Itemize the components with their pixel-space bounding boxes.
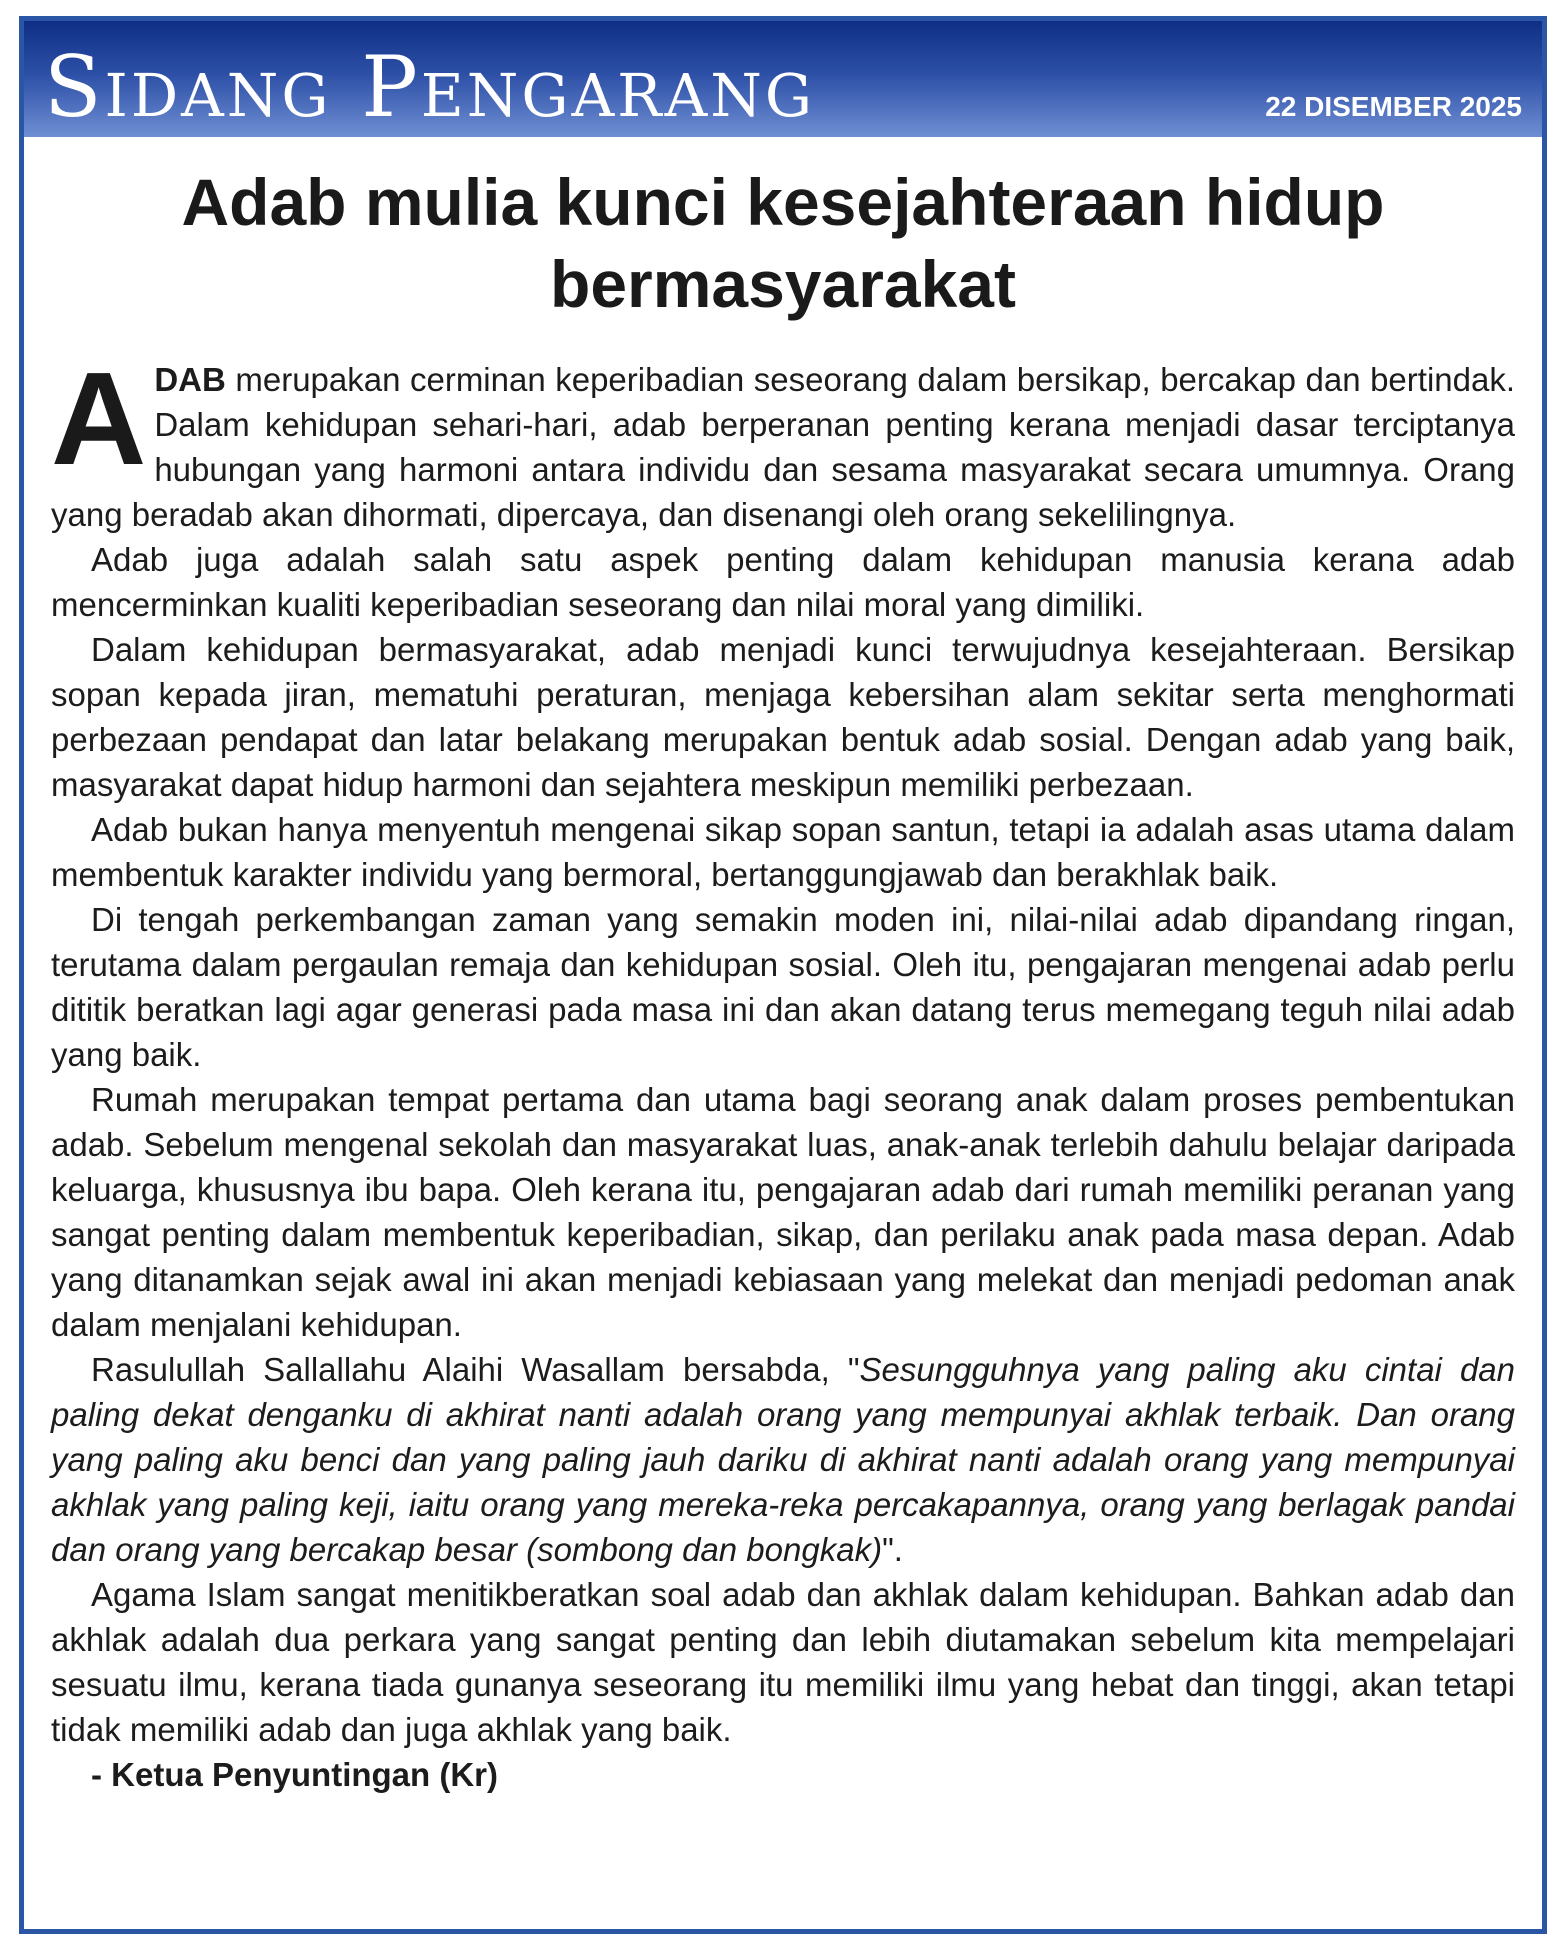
drop-cap: A <box>51 345 147 492</box>
article-headline: Adab mulia kunci kesejahteraan hidup bermasyarakat <box>181 165 1385 321</box>
article-paragraph-2: Adab juga adalah salah satu aspek penting dalam kehidupan manusia kerana adab mencerminkan kualiti keperibadian seseorang dan nilai moral yang dimiliki. <box>51 541 1515 623</box>
article-paragraph-6: Rumah merupakan tempat pertama dan utama bagi seorang anak dalam proses pembentukan adab. Sebelum mengenal sekolah dan masyarakat luas, anak-anak terlebih dahulu belajar daripada keluarga, khususnya ibu bapa. Oleh kerana itu, pengajaran adab dari rumah memiliki peranan yang sangat penting dalam membentuk keperibadian, sikap, dan perilaku anak pada masa depan. Adab yang ditanamkan sejak awal ini akan menjadi kebiasaan yang melekat dan menjadi pedoman anak dalam menjalani kehidupan. <box>51 1081 1515 1343</box>
article-paragraph-1 <box>51 345 1515 537</box>
article-paragraph-8: Agama Islam sangat menitikberatkan soal adab dan akhlak dalam kehidupan. Bahkan adab dan akhlak adalah dua perkara yang sangat penting dan lebih diutamakan sebelum kita mempelajari sesuatu ilmu, kerana tiada gunanya seseorang itu memiliki ilmu yang hebat dan tinggi, akan tetapi tidak memiliki adab dan juga akhlak yang baik. <box>51 1576 1515 1748</box>
masthead-title: Sidang Pengarang <box>44 38 815 136</box>
hadith-intro: Rasulullah Sallallahu Alaihi Wasallam bersabda, " <box>91 1351 860 1388</box>
paragraph-1-text: merupakan cerminan keperibadian seseorang dalam bersikap, bercakap dan bertindak. Dalam kehidupan sehari-hari, adab berperanan penting kerana menjadi dasar terciptanya hubungan yang harmoni antara individu dan sesama masyarakat secara umumnya. Orang yang beradab akan dihormati, dipercaya, dan disenangi oleh orang sekelilingnya. <box>51 361 1515 533</box>
article-paragraph-4: Adab bukan hanya menyentuh mengenai sikap sopan santun, tetapi ia adalah asas utama dalam membentuk karakter individu yang bermoral, bertanggungjawab dan berakhlak baik. <box>51 811 1515 893</box>
hadith-close: ". <box>882 1531 903 1568</box>
masthead-banner <box>24 21 1542 137</box>
article-paragraph-3: Dalam kehidupan bermasyarakat, adab menjadi kunci terwujudnya kesejahteraan. Bersikap sopan kepada jiran, mematuhi peraturan, menjaga kebersihan alam sekitar serta menghormati perbezaan pendapat dan latar belakang merupakan bentuk adab sosial. Dengan adab yang baik, masyarakat dapat hidup harmoni dan sejahtera meskipun memiliki perbezaan. <box>51 631 1515 803</box>
article-paragraph-7 <box>51 1347 1515 1572</box>
publication-date: 22 DISEMBER 2025 <box>1265 91 1522 122</box>
editorial-frame <box>19 16 1547 1934</box>
article-paragraph-5: Di tengah perkembangan zaman yang semakin moden ini, nilai-nilai adab dipandang ringan, terutama dalam pergaulan remaja dan kehidupan sosial. Oleh itu, pengajaran mengenai adab perlu dititik beratkan lagi agar generasi pada masa ini dan akan datang terus memegang teguh nilai adab yang baik. <box>51 901 1515 1073</box>
lead-word: DAB <box>154 361 226 398</box>
hadith-quote: Sesungguhnya yang paling aku cintai dan paling dekat denganku di akhirat nanti adalah orang yang mempunyai akhlak terbaik. Dan orang yang paling aku benci dan yang paling jauh dariku di akhirat nanti adalah orang yang mempunyai akhlak yang paling keji, iaitu orang yang mereka-reka percakapannya, orang yang berlagak pandai dan orang yang bercakap besar (sombong dan bongkak) <box>51 1351 1515 1568</box>
article-byline: - Ketua Penyuntingan (Kr) <box>91 1756 499 1793</box>
article-body <box>51 345 1515 1797</box>
